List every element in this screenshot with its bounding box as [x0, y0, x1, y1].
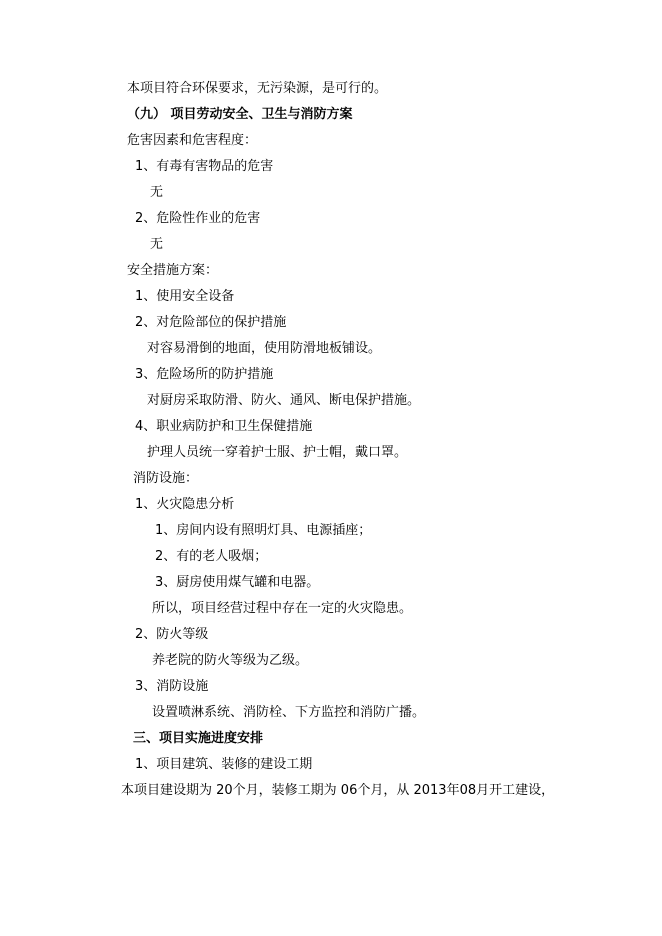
list-item: 4、职业病防护和卫生保健措施 — [135, 419, 313, 434]
section-heading: 三、项目实施进度安排 — [133, 731, 264, 746]
text-line: 本项目符合环保要求，无污染源，是可行的。 — [127, 81, 388, 96]
list-item: 2、对危险部位的保护措施 — [135, 315, 287, 330]
list-item: 1、使用安全设备 — [135, 289, 235, 304]
text-line: 无 — [150, 185, 164, 200]
list-item: 1、房间内设有照明灯具、电源插座； — [155, 523, 372, 538]
text-line: 危害因素和危害程度： — [127, 133, 258, 148]
list-item: 1、火灾隐患分析 — [135, 497, 235, 512]
text-line: 消防设施： — [133, 471, 199, 486]
text-line: 所以，项目经营过程中存在一定的火灾隐患。 — [152, 601, 413, 616]
text-line: 对厨房采取防滑、防火、通风、断电保护措施。 — [147, 393, 421, 408]
text-line: 设置喷淋系统、消防栓、下方监控和消防广播。 — [152, 705, 426, 720]
text-line: 对容易滑倒的地面，使用防滑地板铺设。 — [147, 341, 382, 356]
list-item: 3、消防设施 — [135, 679, 209, 694]
text-line: 养老院的防火等级为乙级。 — [152, 653, 309, 668]
list-item: 2、防火等级 — [135, 627, 209, 642]
list-item: 2、危险性作业的危害 — [135, 211, 261, 226]
text-line: 无 — [150, 237, 164, 252]
section-heading: （九） 项目劳动安全、卫生与消防方案 — [127, 107, 353, 122]
list-item: 1、项目建筑、装修的建设工期 — [135, 757, 313, 772]
text-line: 本项目建设期为 20个月，装修工期为 06个月，从 2013年08月开工建设， — [121, 783, 555, 798]
list-item: 2、有的老人吸烟； — [155, 549, 268, 564]
list-item: 1、有毒有害物品的危害 — [135, 159, 274, 174]
list-item: 3、厨房使用煤气罐和电器。 — [155, 575, 320, 590]
text-line: 安全措施方案： — [127, 263, 219, 278]
text-line: 护理人员统一穿着护士服、护士帽，戴口罩。 — [147, 445, 408, 460]
list-item: 3、危险场所的防护措施 — [135, 367, 274, 382]
